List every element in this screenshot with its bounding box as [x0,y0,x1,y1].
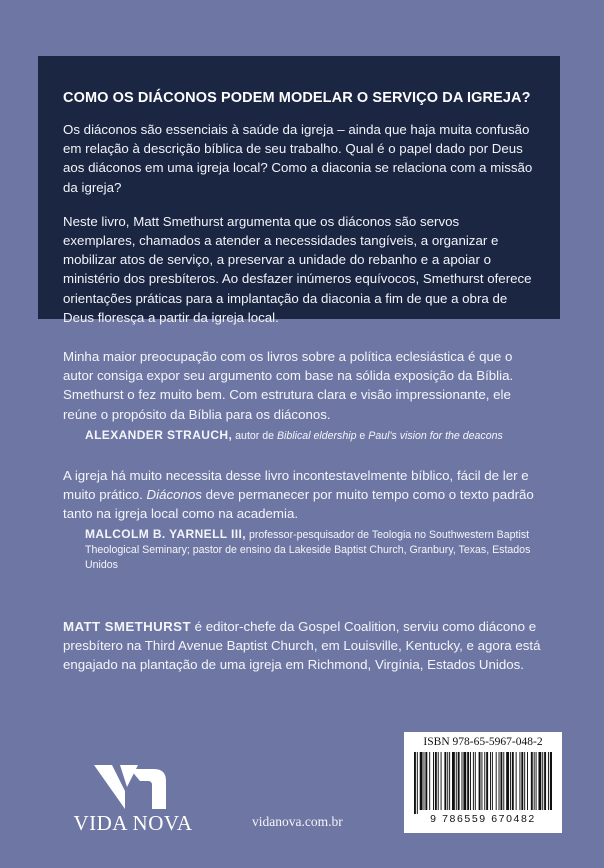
author-name: MATT SMETHURST [63,619,191,634]
barcode-bar [447,752,448,810]
author-bio [63,617,543,675]
barcode-bar [499,752,500,810]
barcode-bar [531,752,533,810]
endorsement-yarnell [63,466,543,574]
isbn-label: ISBN 978-65-5967-048-2 [423,736,543,748]
barcode-bar [452,752,455,810]
book-title: Biblical eldership [276,429,357,442]
barcode-bar [524,752,525,810]
endorser-name: MALCOLM B. YARNELL III, [85,527,246,542]
publisher-name: VIDA NOVA [73,811,193,835]
endorsement-attribution [85,428,543,444]
barcode-bar [496,752,497,810]
endorsement-text: Minha maior preocupação com os livros sobre a política eclesiástica é que o autor consiga expor seu argumento com base na sólida exposição da Bíblia. Smethurst o fez muito bem. Com estrutura clara e visão impressionante, ele reúne o propósito da Bíblia para os diáconos. [63,349,514,422]
intro-paragraph: Neste livro, Matt Smethurst argumenta que os diáconos são servos exemplares, chamados a atender a necessidades tangíveis, a organizar e mobilizar atos de serviço, a preservar a unidade do rebanho e a apoiar o ministério dos presbíteros. Ao desfazer inúmeros equívocos, Smethurst oferece orientações práticas para a implantação da diaconia a fim de que a obra de Deus floresça a partir da igreja local. [63,213,532,325]
barcode-bar [536,752,537,810]
barcode [404,732,562,833]
barcode-bar [542,752,543,810]
barcode-bar [456,752,457,810]
barcode-bar [470,752,471,810]
barcode-bar [481,752,482,810]
barcode-bar [512,752,514,810]
barcode-bar [519,752,520,810]
summary-box [38,56,560,325]
author-bio-text: é editor-chefe da Gospel Coalition, serviu como diácono e presbítero na Third Avenue Baptist Church, em Louisville, Kentucky, e agora está engajado na plantação de uma igreja em Richmond, Virgínia, Estados Unidos. [63,619,541,673]
endorsements [63,347,543,573]
barcode-bar [458,752,460,810]
barcode-bar [463,752,466,810]
barcode-digits: 9 786559 670482 [430,813,536,825]
barcode-bar [492,752,493,810]
barcode-bar [521,752,523,810]
endorser-name: ALEXANDER STRAUCH, [85,427,233,442]
endorsement-attribution [85,527,543,573]
barcode-bars [414,752,552,814]
barcode-bar [414,752,416,814]
barcode-bar [486,752,488,810]
barcode-bar [506,752,509,810]
barcode-bar [500,752,502,810]
barcode-bar [550,752,552,810]
intro-paragraph: Os diáconos são essenciais à saúde da igreja – ainda que haja muita confusão em relação à descrição bíblica de seu trabalho. Qual é o papel dado por Deus aos diáconos em uma igreja local? Como a diaconia se relaciona com a missão da igreja? [63,122,533,195]
endorser-role: autor de [232,429,277,442]
barcode-bar [438,752,439,810]
barcode-bar [516,752,517,810]
barcode-bar [510,752,511,810]
barcode-bar [538,752,541,810]
barcode-bar [534,752,535,810]
barcode-bar [424,752,425,810]
barcode-bar [449,752,450,810]
barcode-bar [467,752,469,810]
endorsement-text [63,466,543,524]
joiner: e [356,429,369,442]
barcode-bar [475,752,476,810]
barcode-bar [417,752,418,814]
barcode-bar [420,752,423,810]
endorsement-text-end: deve permanecer por muito tempo como o texto padrão tanto na igreja local como na academia. [63,487,534,522]
vida-nova-logo-icon [94,765,166,809]
barcode-bar [433,752,434,810]
barcode-bar [548,752,549,810]
book-title: Paul's vision for the deacons [368,429,503,442]
barcode-bar [462,752,463,810]
barcode-bar [484,752,485,810]
endorser-role: professor-pesquisador de Teologia no Southwestern Baptist Theological Seminary; pastor de ensino da Lakeside Baptist Church, Granbury, Texas, Estados Unidos [85,529,531,572]
barcode-bar [425,752,427,810]
publisher-website: vidanova.com.br [252,814,343,829]
barcode-bar [444,752,446,810]
book-title: Diáconos [146,487,202,503]
barcode-bar [435,752,437,810]
publisher-logo [72,765,202,845]
barcode-bar [479,752,481,810]
barcode-bar [544,752,546,810]
barcode-bar [503,752,504,810]
barcode-bar [441,752,442,810]
headline: COMO OS DIÁCONOS PODEM MODELAR O SERVIÇO DA IGREJA? [63,90,531,106]
barcode-bar [527,752,528,810]
barcode-bar [473,752,474,810]
barcode-bar [490,752,491,810]
endorsement-text-start: A igreja há muito necessita desse livro incontestavelmente bíblico, fácil de ler e muito prático. [63,467,529,503]
endorsement-strauch [63,347,543,444]
barcode-bar [429,752,430,810]
